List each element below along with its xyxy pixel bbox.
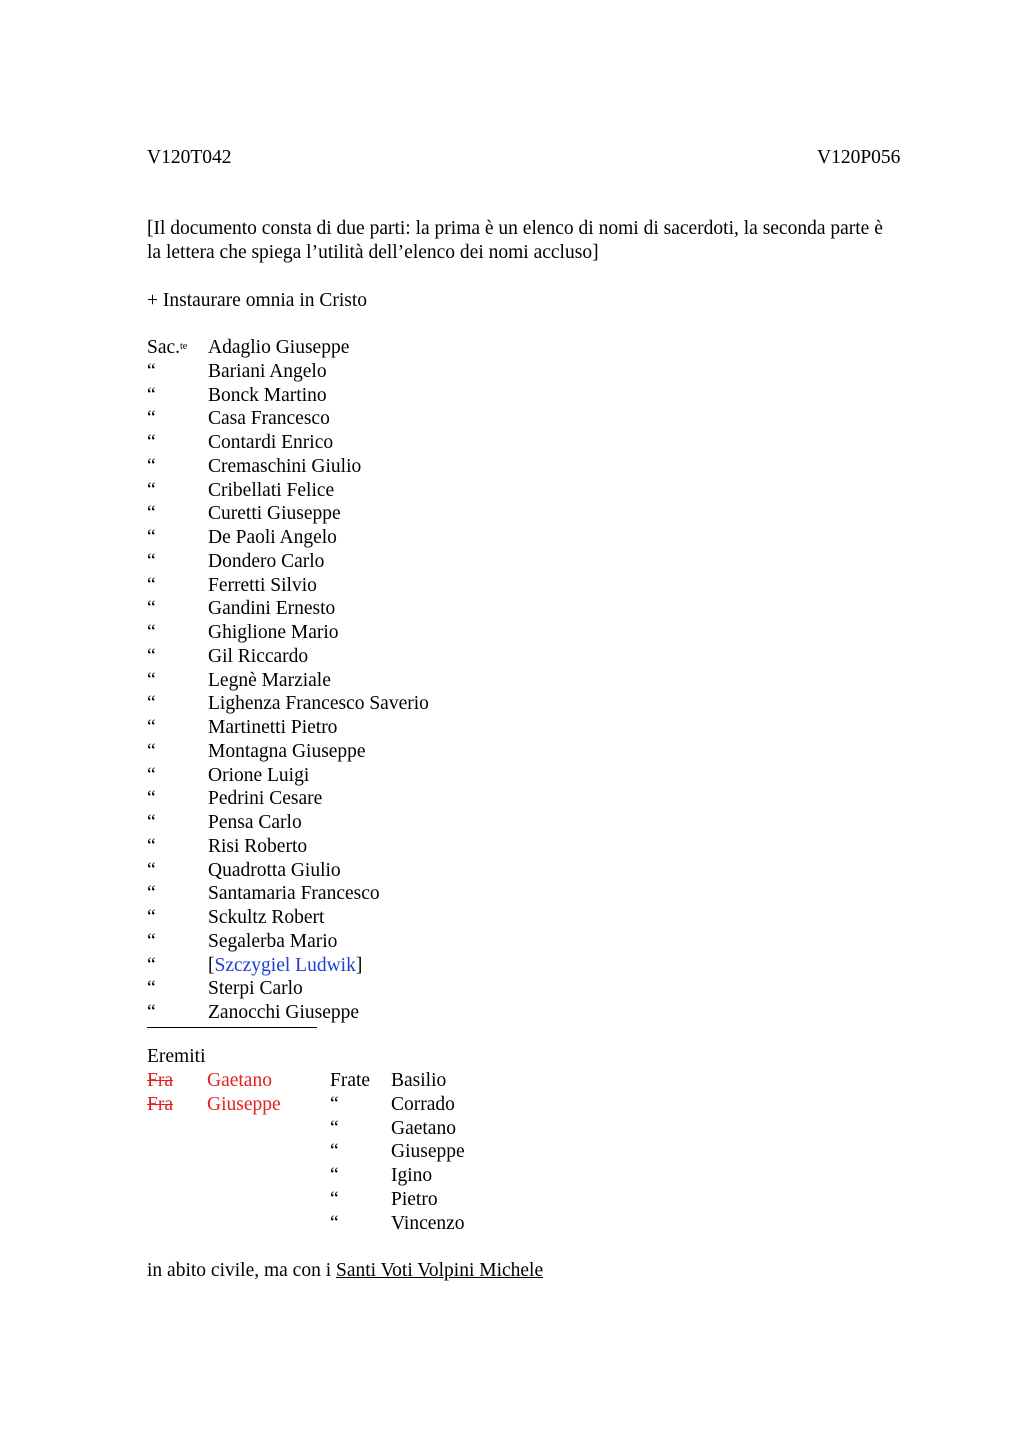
- priest-name: Sckultz Robert: [208, 907, 325, 928]
- hermit-name: Corrado: [391, 1094, 455, 1115]
- struck-hermit-1-title: Fra: [147, 1070, 173, 1091]
- priest-name: Orione Luigi: [208, 765, 310, 786]
- priest-name: Quadrotta Giulio: [208, 860, 341, 881]
- priest-prefix: “: [147, 551, 156, 572]
- priest-prefix: “: [147, 575, 156, 596]
- struck-hermit-2-title: Fra: [147, 1094, 173, 1115]
- priest-name: Contardi Enrico: [208, 432, 334, 453]
- priest-prefix: “: [147, 836, 156, 857]
- priest-name: Santamaria Francesco: [208, 883, 380, 904]
- struck-hermit-2-name: Giuseppe: [207, 1094, 281, 1115]
- struck-hermit-2: [147, 1093, 287, 1117]
- hermit-prefix: “: [330, 1141, 339, 1162]
- priest-prefix: “: [147, 408, 156, 429]
- hermit-prefix: “: [330, 1118, 339, 1139]
- priest-name: Bonck Martino: [208, 385, 327, 406]
- priest-prefix: “: [147, 717, 156, 738]
- priest-prefix: “: [147, 741, 156, 762]
- hermit-prefix: Frate: [330, 1070, 371, 1091]
- priest-prefix: “: [147, 860, 156, 881]
- hermit-name: Giuseppe: [391, 1141, 465, 1162]
- priest-name: [208, 954, 362, 978]
- priest-prefix: “: [147, 361, 156, 382]
- priest-prefix: “: [147, 1002, 156, 1023]
- hermit-prefix: “: [330, 1165, 339, 1186]
- hermit-name: Gaetano: [391, 1118, 456, 1139]
- motto: + Instaurare omnia in Cristo: [147, 290, 368, 311]
- priest-prefix: “: [147, 978, 156, 999]
- footer-underlined-names: Santi Voti Volpini Michele: [336, 1260, 544, 1281]
- priest-prefix: “: [147, 670, 156, 691]
- priest-name: Gandini Ernesto: [208, 598, 336, 619]
- priest-prefix: “: [147, 527, 156, 548]
- priest-name: Adaglio Giuseppe: [208, 337, 350, 358]
- priest-name: Bariani Angelo: [208, 361, 327, 382]
- priest-name: Risi Roberto: [208, 836, 308, 857]
- priest-prefix: “: [147, 693, 156, 714]
- priest-name: Ghiglione Mario: [208, 622, 339, 643]
- priest-name: Casa Francesco: [208, 408, 330, 429]
- hermit-prefix: “: [330, 1189, 339, 1210]
- editorial-note-line-1: [Il documento consta di due parti: la prima è un elenco di nomi di sacerdoti, la seconda parte è: [147, 218, 883, 239]
- priest-prefix: “: [147, 456, 156, 477]
- priest-title-superscript: te: [180, 341, 188, 352]
- struck-hermit-1: [147, 1069, 287, 1093]
- header-right-code: V120P056: [817, 147, 901, 168]
- priest-prefix: “: [147, 598, 156, 619]
- priest-name: Pensa Carlo: [208, 812, 302, 833]
- priest-prefix: “: [147, 765, 156, 786]
- hermit-name: Igino: [391, 1165, 433, 1186]
- priest-name: Montagna Giuseppe: [208, 741, 366, 762]
- hermit-name: Pietro: [391, 1189, 438, 1210]
- priest-prefix: “: [147, 812, 156, 833]
- priest-name: Cribellati Felice: [208, 480, 335, 501]
- hermit-prefix: “: [330, 1213, 339, 1234]
- hermit-name: Vincenzo: [391, 1213, 465, 1234]
- priest-prefix: “: [147, 503, 156, 524]
- priest-prefix: “: [147, 955, 156, 976]
- priest-name: Zanocchi Giuseppe: [208, 1002, 360, 1023]
- priest-title: Sac.: [147, 337, 181, 358]
- priest-name: Legnè Marziale: [208, 670, 331, 691]
- priest-name: De Paoli Angelo: [208, 527, 337, 548]
- editorial-note-line-2: la lettera che spiega l’utilità dell’elenco dei nomi accluso]: [147, 242, 599, 263]
- bracket-close: ]: [355, 955, 363, 976]
- priest-name: Dondero Carlo: [208, 551, 325, 572]
- priest-prefix: “: [147, 646, 156, 667]
- priest-name: Martinetti Pietro: [208, 717, 338, 738]
- footer-line: [147, 1259, 543, 1283]
- priest-prefix: “: [147, 385, 156, 406]
- priest-prefix: “: [147, 432, 156, 453]
- priest-name: Sterpi Carlo: [208, 978, 303, 999]
- priest-list-rule: [147, 1027, 317, 1028]
- priest-name: Segalerba Mario: [208, 931, 338, 952]
- header-left-code: V120T042: [147, 147, 232, 168]
- priest-name: Ferretti Silvio: [208, 575, 317, 596]
- priest-name: Gil Riccardo: [208, 646, 309, 667]
- priest-prefix: “: [147, 883, 156, 904]
- priest-prefix: “: [147, 788, 156, 809]
- struck-hermit-1-name: Gaetano: [207, 1070, 272, 1091]
- bracket-open: [: [208, 955, 215, 976]
- priest-name: Curetti Giuseppe: [208, 503, 341, 524]
- priest-prefix: [147, 336, 187, 363]
- hermit-name: Basilio: [391, 1070, 447, 1091]
- editor-added-name: Szczygiel Ludwik: [214, 955, 356, 976]
- priest-name: Lighenza Francesco Saverio: [208, 693, 429, 714]
- hermits-heading: Eremiti: [147, 1046, 206, 1067]
- priest-prefix: “: [147, 622, 156, 643]
- priest-prefix: “: [147, 480, 156, 501]
- priest-prefix: “: [147, 907, 156, 928]
- priest-prefix: “: [147, 931, 156, 952]
- priest-name: Cremaschini Giulio: [208, 456, 362, 477]
- footer-text: in abito civile, ma con i: [147, 1260, 336, 1281]
- priest-name: Pedrini Cesare: [208, 788, 323, 809]
- hermit-prefix: “: [330, 1094, 339, 1115]
